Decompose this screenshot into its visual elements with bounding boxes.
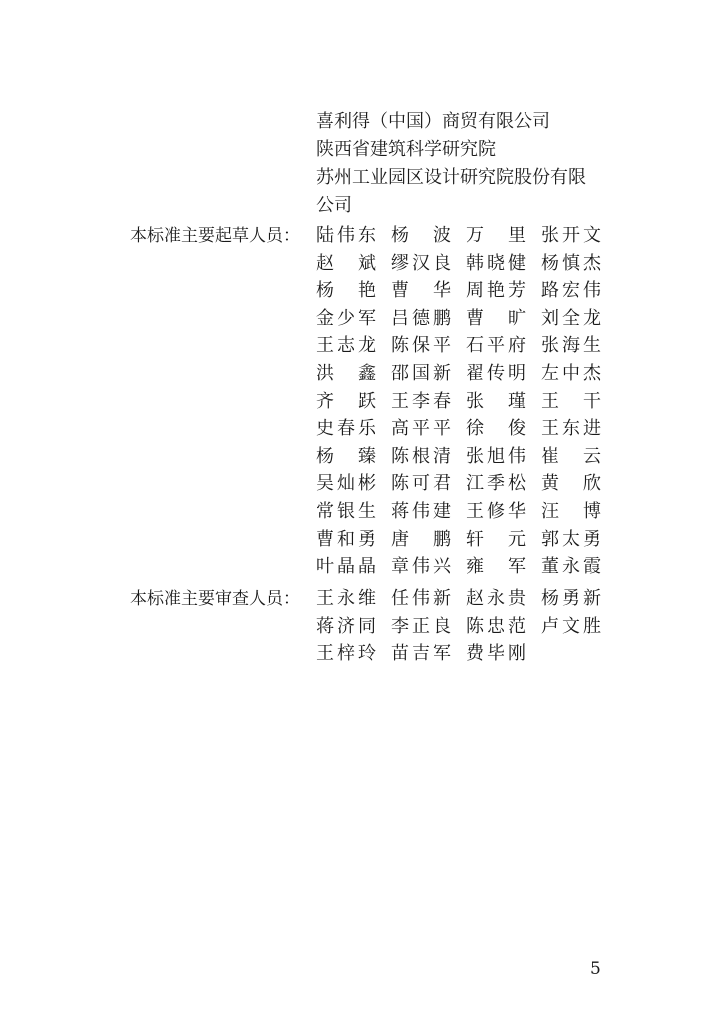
person-name: 陈可君 bbox=[391, 473, 451, 495]
person-name: 李正良 bbox=[391, 615, 451, 637]
person-name: 刘全龙 bbox=[541, 307, 601, 329]
person-name: 张旭伟 bbox=[466, 445, 526, 467]
organization-line: 公司 bbox=[316, 195, 352, 216]
person-name: 杨 臻 bbox=[316, 445, 376, 467]
person-name: 路宏伟 bbox=[541, 280, 601, 302]
person-name: 崔 云 bbox=[541, 445, 601, 467]
person-name: 苗吉军 bbox=[391, 643, 451, 665]
person-name: 韩晓健 bbox=[466, 252, 526, 274]
person-name: 张开文 bbox=[541, 225, 601, 246]
person-name: 王李春 bbox=[391, 390, 451, 412]
person-name: 汪 博 bbox=[541, 501, 601, 522]
person-name: 王修华 bbox=[466, 501, 526, 522]
person-name: 费毕刚 bbox=[466, 643, 526, 665]
person-name: 赵 斌 bbox=[316, 252, 376, 274]
person-name: 王永维 bbox=[316, 588, 376, 609]
page-number: 5 bbox=[590, 959, 601, 979]
person-name: 叶晶晶 bbox=[316, 556, 376, 578]
person-name: 赵永贵 bbox=[466, 588, 526, 609]
person-name: 左中杰 bbox=[541, 363, 601, 384]
person-name: 陈根清 bbox=[391, 445, 451, 467]
person-name: 黄 欣 bbox=[541, 473, 601, 495]
person-name: 张 瑾 bbox=[466, 390, 526, 412]
person-name: 郭太勇 bbox=[541, 528, 601, 550]
person-name: 石平府 bbox=[466, 335, 526, 357]
organization-line: 陕西省建筑科学研究院 bbox=[316, 139, 496, 160]
person-name: 陈保平 bbox=[391, 335, 451, 357]
organization-line: 喜利得（中国）商贸有限公司 bbox=[316, 111, 550, 132]
person-name: 周艳芳 bbox=[466, 280, 526, 302]
person-name: 张海生 bbox=[541, 335, 601, 357]
person-name: 董永霞 bbox=[541, 556, 601, 578]
person-name: 唐 鹏 bbox=[391, 528, 451, 550]
person-name: 杨慎杰 bbox=[541, 252, 601, 274]
person-name: 杨 艳 bbox=[316, 280, 376, 302]
person-name: 章伟兴 bbox=[391, 556, 451, 578]
person-name: 杨勇新 bbox=[541, 588, 601, 609]
person-name: 王 干 bbox=[541, 390, 601, 412]
person-name: 雍 军 bbox=[466, 556, 526, 578]
person-name: 任伟新 bbox=[391, 588, 451, 609]
person-name: 吴灿彬 bbox=[316, 473, 376, 495]
person-name: 邵国新 bbox=[391, 363, 451, 384]
person-name: 蒋伟建 bbox=[391, 501, 451, 522]
person-name: 万 里 bbox=[466, 225, 526, 246]
person-name: 史春乐 bbox=[316, 418, 376, 440]
person-name: 曹和勇 bbox=[316, 528, 376, 550]
person-name: 江季松 bbox=[466, 473, 526, 495]
person-name: 蒋济同 bbox=[316, 615, 376, 637]
person-name: 金少军 bbox=[316, 307, 376, 329]
person-name: 陈忠范 bbox=[466, 615, 526, 637]
person-name: 王梓玲 bbox=[316, 643, 376, 665]
organization-line: 苏州工业园区设计研究院股份有限 bbox=[316, 167, 586, 188]
person-name: 王志龙 bbox=[316, 335, 376, 357]
person-name: 高平平 bbox=[391, 418, 451, 440]
person-name: 缪汉良 bbox=[391, 252, 451, 274]
person-name: 吕德鹏 bbox=[391, 307, 451, 329]
person-name: 徐 俊 bbox=[466, 418, 526, 440]
person-name: 陆伟东 bbox=[316, 225, 376, 246]
person-name: 王东进 bbox=[541, 418, 601, 440]
person-name: 曹 华 bbox=[391, 280, 451, 302]
person-name: 轩 元 bbox=[466, 528, 526, 550]
person-name: 杨 波 bbox=[391, 225, 451, 246]
person-name: 翟传明 bbox=[466, 363, 526, 384]
person-name: 卢文胜 bbox=[541, 615, 601, 637]
drafters-label: 本标准主要起草人员： bbox=[130, 226, 300, 246]
person-name: 齐 跃 bbox=[316, 390, 376, 412]
person-name: 曹 旷 bbox=[466, 307, 526, 329]
person-name: 常银生 bbox=[316, 501, 376, 522]
reviewers-label: 本标准主要审查人员： bbox=[130, 589, 300, 609]
person-name: 洪 鑫 bbox=[316, 363, 376, 384]
